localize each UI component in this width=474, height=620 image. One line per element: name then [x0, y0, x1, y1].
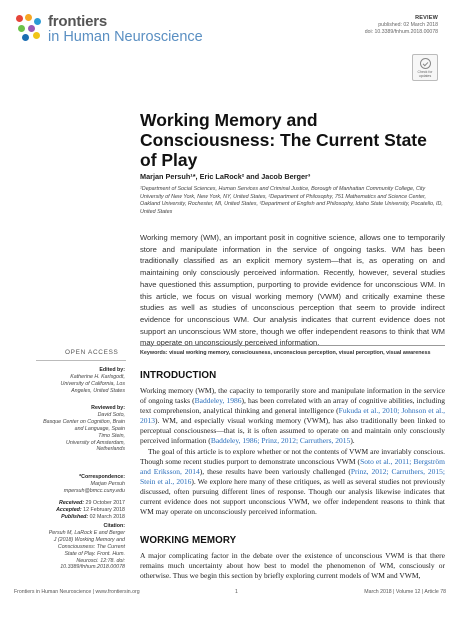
citation-link[interactable]: Soto et al., 2011; Bergström and Eriksson, 2014: [140, 456, 445, 476]
article-title: Working Memory and Consciousness: The Current State of Play: [140, 110, 427, 170]
citation-link[interactable]: Prinz, 2012; Carruthers, 2015; Stein et al., 2016: [140, 466, 445, 486]
citation-link[interactable]: Fukuda et al., 2010; Johnson et al., 2013: [140, 406, 445, 426]
frontiers-logo[interactable]: [14, 14, 203, 45]
author-list[interactable]: Marjan Persuh¹*, Eric LaRock² and Jacob Berger³: [140, 172, 311, 181]
dates: Received: 29 October 2017 Accepted: 12 February 2018 Published: 02 March 2018: [56, 500, 125, 520]
abstract: Working memory (WM), an important posit in cognitive science, allows one to temporarily store and manipulate information in the service of ongoing tasks. WM has been traditionally classified as an explicit memory system—that is, as operating on and maintaining only consciously perceived information. Recently, however, several studies have questioned this assumption, purporting to provide evidence for unconscious WM. In this article, we focus on visual working memory (VWM) and critically examine these studies as well as studies of unconscious perception that seem to provide indirect evidence for unconscious WM. Our analysis indicates that current evidence does not support an unconscious WM store, though we offer independent reasons to think that WM may operate on unconsciously perceived information.: [140, 233, 445, 348]
section-heading-introduction: INTRODUCTION: [140, 370, 217, 381]
correspondence-email[interactable]: mpersuh@bmcc.cuny.edu: [63, 487, 125, 494]
citation-link[interactable]: Baddeley, 1986: [194, 396, 242, 406]
citation-link[interactable]: Baddeley, 1986; Prinz, 2012; Carruthers, 2015: [210, 436, 351, 446]
correspondence: *Correspondence: Marjan Persuh mpersuh@bmcc.cuny.edu: [63, 474, 125, 494]
page-number: 1: [235, 589, 238, 595]
edited-by: Edited by: Katherine H. Karlsgodt, University of California, Los Angeles, United States: [60, 367, 125, 394]
reviewed-by: Reviewed by: David Soto, Basque Center on Cognition, Brain and Language, Spain Timo Stein, University of Amsterdam, Netherlands: [43, 405, 125, 453]
frontiers-logo-icon: [14, 14, 44, 44]
published-date: published: 02 March 2018: [378, 22, 438, 29]
section-heading-working-memory: WORKING MEMORY: [140, 535, 237, 546]
keywords: Keywords: visual working memory, consciousness, unconscious perception, visual perception, visual awareness: [140, 350, 431, 356]
divider: [36, 360, 126, 361]
check-icon: [420, 58, 431, 69]
working-memory-body: A major complicating factor in the debate over the existence of unconscious VWM is that there remains much uncertainty about how best to model the phenomenon of WM, consciously or otherwise. Thus we begin this section by briefly exploring current models of WM and VWM,: [140, 551, 445, 581]
check-for-updates-label: Check for updates: [417, 69, 433, 78]
citation: Citation: Persuh M, LaRock E and Berger J (2018) Working Memory and Consciousness: The Current State of Play. Front. Hum. Neurosci. 12:78. doi: 10.3389/fnhum.2018.00078: [48, 523, 125, 571]
journal-name: in Human Neuroscience: [48, 29, 203, 45]
affiliations: ¹Department of Social Sciences, Human Services and Criminal Justice, Borough of Manhattan Community College, City University of New York, New York, NY, United States, ²Department of Philosophy, 751 Mathematics and Science Center, Oakland University, Rochester, MI, United States, ³Department of English and Philosophy, Idaho State University, Pocatello, ID, United States: [140, 186, 443, 215]
divider: [140, 345, 445, 346]
brand-name: frontiers: [48, 13, 108, 30]
introduction-body: Working memory (WM), the capacity to temporarily store and manipulate information in the service of ongoing tasks (Baddeley, 1986), has been correlated with an array of cognitive abilities, including text comprehension, analytical thinking and general intelligence (Fukuda et al., 2010; Johnson et al., 2013). WM, and especially visual working memory (VWM), has also traditionally been linked to perceptual consciousness—that is, it is often assumed to operate on and maintain only consciously perceived information (Baddeley, 1986; Prinz, 2012; Carruthers, 2015). The goal of this article is to explore whether or not the contents of VWM are invariably conscious. Though some recent studies purport to demonstrate unconscious VWM (Soto et al., 2011; Bergström and Eriksson, 2014), these results have been variously challenged (Prinz, 2012; Carruthers, 2015; Stein et al., 2016). We explore here many of these critiques, as well as several studies not previously discussed, often pursuing different lines of response. Though our analysis likewise indicates that current evidence does not support unconscious VWM, we offer independent reasons to think that WM may operate on unconsciously perceived information.: [140, 386, 446, 517]
footer-journal[interactable]: Frontiers in Human Neuroscience | www.frontiersin.org: [14, 589, 140, 595]
check-for-updates-button[interactable]: [412, 54, 438, 81]
footer-volume: March 2018 | Volume 12 | Article 78: [364, 589, 446, 595]
open-access-label: OPEN ACCESS: [65, 349, 119, 356]
article-type: REVIEW: [415, 15, 438, 21]
article-meta: [365, 15, 438, 37]
doi-link[interactable]: doi: 10.3389/fnhum.2018.00078: [364, 29, 438, 36]
